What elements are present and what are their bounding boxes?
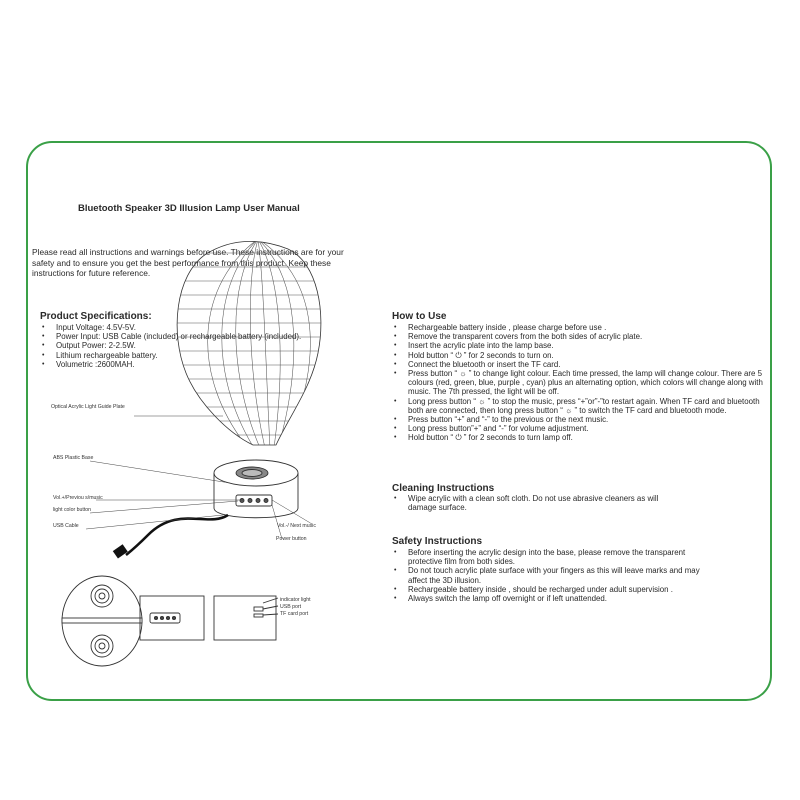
how-to-use-item: • Long press button”+” and “-” for volume adjustment. (388, 424, 772, 433)
how-to-use-item: • Insert the acrylic plate into the lamp base. (388, 341, 772, 350)
safety-item: • Do not touch acrylic plate surface with your fingers as this will leave marks and may affect the 3D illusion. (388, 566, 718, 584)
how-to-use-item: • Connect the bluetooth or insert the TF card. (388, 360, 772, 369)
label-usb-cable: USB Cable (53, 523, 79, 529)
label-light-color-button: light color button (53, 507, 92, 513)
specs-item: • Power Input: USB Cable (included) or rechargeable battery (included). (36, 332, 366, 341)
usb-cable (126, 515, 228, 555)
watermark-band (14, 72, 254, 94)
how-to-use-item: • Rechargeable battery inside , please charge before use . (388, 323, 772, 332)
how-to-use-heading: How to Use (392, 311, 447, 322)
how-to-use-list (388, 323, 772, 443)
how-to-use-item: • Hold button “ ⏻ ” for 2 seconds to turn lamp off. (388, 433, 772, 442)
safety-item: • Always switch the lamp off overnight or if left unattended. (388, 594, 718, 603)
acrylic-plate (168, 239, 338, 448)
specs-item: • Output Power: 2-2.5W. (36, 341, 366, 350)
how-to-use-item: • Long press button “ ☼ ” to stop the music, press “+”or”-”to restart again. When TF card and bluetooth both are connected, then long press button “ ☼ ” to switch the TF card and bluetooth mode. (388, 397, 772, 415)
specs-item: • Lithium rechargeable battery. (36, 351, 366, 360)
lamp-base (214, 460, 298, 518)
label-usb-port: USB port (280, 604, 302, 610)
specs-item: • Input Voltage: 4.5V-5V. (36, 323, 366, 332)
safety-item: • Before inserting the acrylic design into the base, please remove the transparent protective film from both sides. (388, 548, 718, 566)
base-top-view (62, 576, 142, 666)
lamp-diagram (28, 143, 388, 699)
page-title: Bluetooth Speaker 3D Illusion Lamp User Manual (78, 203, 300, 214)
label-tf-card-port: TF card port (280, 611, 309, 617)
safety-item: • Rechargeable battery inside , should be recharged under adult supervision . (388, 585, 718, 594)
how-to-use-item: • Press button “ ☼ ” to change light colour. Each time pressed, the lamp will change colour. There are 5 colours (red, green, blue, purple , cyan) plus an alternating option, which colors will change along with music. The 7th pressed, the light will be off. (388, 369, 772, 397)
how-to-use-item: • Press button “+” and “-” to the previous or the next music. (388, 415, 772, 424)
safety-heading: Safety Instructions (392, 536, 483, 547)
label-indicator-light: indicator light (280, 597, 311, 603)
specs-heading: Product Specifications: (40, 311, 152, 322)
label-vol-next: Vol.-/ Next music (277, 523, 316, 529)
how-to-use-item: • Hold button “ ⏻ ” for 2 seconds to turn on. (388, 351, 772, 360)
cleaning-heading: Cleaning Instructions (392, 483, 495, 494)
watermark-band (14, 38, 254, 60)
base-back-panel (214, 596, 278, 640)
cleaning-list (388, 494, 688, 512)
manual-card (26, 141, 772, 701)
label-vol-prev: Vol.+/Previou s/music (53, 495, 103, 501)
label-power-button: Power button (276, 536, 307, 542)
cleaning-item: • Wipe acrylic with a clean soft cloth. Do not use abrasive cleaners as will damage surface. (388, 494, 688, 512)
specs-item: • Volumetric :2600MAH. (36, 360, 366, 369)
base-front-panel (140, 596, 204, 640)
usb-plug (113, 544, 128, 558)
label-acrylic-plate: Optical Acrylic Light Guide Plate (51, 404, 125, 410)
how-to-use-item: • Remove the transparent covers from the both sides of acrylic plate. (388, 332, 772, 341)
label-abs-base: ABS Plastic Base (53, 455, 94, 461)
intro-text: Please read all instructions and warnings before use. These instructions are for your safety and to ensure you get the best performance from this product. Keep these instructions for future reference. (32, 247, 344, 278)
safety-list (388, 548, 718, 603)
